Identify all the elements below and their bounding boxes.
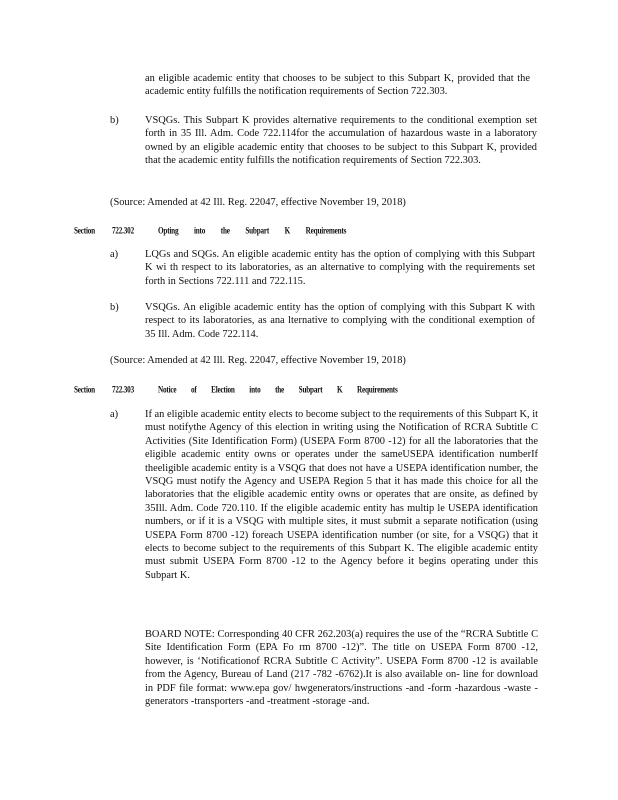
item-a-lqg-text: LQGs and SQGs. An eligible academic entity has the option of complying with this Subpart K wi th respect to its laboratories, as an alternative to complying with the requirements set forth in Sections 722.111 and 722.115. bbox=[145, 249, 535, 287]
item-a3-notice-paragraph bbox=[145, 408, 538, 582]
section-title: Notice of Election into the Subpart K Requirements bbox=[158, 384, 398, 395]
continuation-paragraph bbox=[145, 72, 530, 99]
item-a3-notice-text: If an eligible academic entity elects to become subject to the requirements of this Subpart K, it must notifythe Agency of this election in writing using the Notification of RCRA Subtitle C Activities (Site Identification Form) (USEPA Form 8700 -12) for all the laboratories that the eligible academic entity owns or operates under the sameUSEPA identification numberIf theeligible academic entity is a VSQG that does not have a USEPA identification number, the VSQG must notify the Agency and USEPA Region 5 that it has made this choice for all the laboratories that the eligible academic entity owns or operates that are onsite, as defined by 35Ill. Adm. Code 720.110. If the eligible academic entity has multip le USEPA identification numbers, or if it is a VSQG with multiple sites, it must submit a separate notification (using USEPA Form 8700 -12) foreach USEPA identification number (or site, for a VSQG) that it elects to become subject to the requirements of this Subpart K. The eligible academic entity must submit USEPA Form 8700 -12 to the Agency before it begins operating under this Subpart K. bbox=[145, 409, 538, 581]
item-b2-vsqg-paragraph bbox=[145, 301, 535, 341]
continuation-text: an eligible academic entity that chooses to be subject to this Subpart K, provided that the academic entity fulfills the notification requirements of Section 722.303. bbox=[145, 73, 530, 98]
board-note-paragraph bbox=[145, 628, 538, 708]
section-number: 722.303 bbox=[112, 384, 134, 395]
item-b-vsqg-paragraph bbox=[145, 114, 537, 168]
item-a-lqg-paragraph bbox=[145, 248, 535, 288]
section-number: 722.302 bbox=[112, 225, 134, 236]
item-a-label: a) bbox=[110, 249, 119, 260]
source-note-2: (Source: Amended at 42 Ill. Reg. 22047, effective November 19, 2018) bbox=[110, 355, 406, 366]
source-note-1: (Source: Amended at 42 Ill. Reg. 22047, effective November 19, 2018) bbox=[110, 197, 406, 208]
item-b-vsqg-text: VSQGs. This Subpart K provides alternative requirements to the conditional exemption set forth in 35 Ill. Adm. Code 722.114for the accumulation of hazardous waste in a laboratory owned by an eligible academic entity that chooses to be subject to this Subpart K, provided that the academic entity fulfills the notification requirements of Section 722.303. bbox=[145, 115, 537, 167]
item-b2-label: b) bbox=[110, 302, 119, 313]
item-b-label: b) bbox=[110, 115, 119, 126]
item-b2-vsqg-text: VSQGs. An eligible academic entity has the option of complying with this Subpart K with respect to its laboratories, as ana lternative to complying with the conditional exemption of 35 Ill. Adm. Code 722.114. bbox=[145, 302, 535, 340]
section-word: Section bbox=[74, 225, 95, 236]
board-note-text: BOARD NOTE: Corresponding 40 CFR 262.203(a) requires the use of the “RCRA Subtitle C Site Identification Form (EPA Fo rm 8700 -12)”. The title on USEPA Form 8700 -12, however, is ‘Notificationof RCRA Subtitle C Activity”. USEPA Form 8700 -12 is available from the Agency, Bureau of Land (217 -782 -6762).It is also available on- line for download in PDF file format: www.epa gov/ hwgenerators/instructions -and -form -hazardous -waste -generators -transporters -and -treatment -storage -and. bbox=[145, 629, 538, 708]
item-a3-label: a) bbox=[110, 409, 119, 420]
section-word: Section bbox=[74, 384, 95, 395]
section-title: Opting into the Subpart K Requirements bbox=[158, 225, 347, 236]
